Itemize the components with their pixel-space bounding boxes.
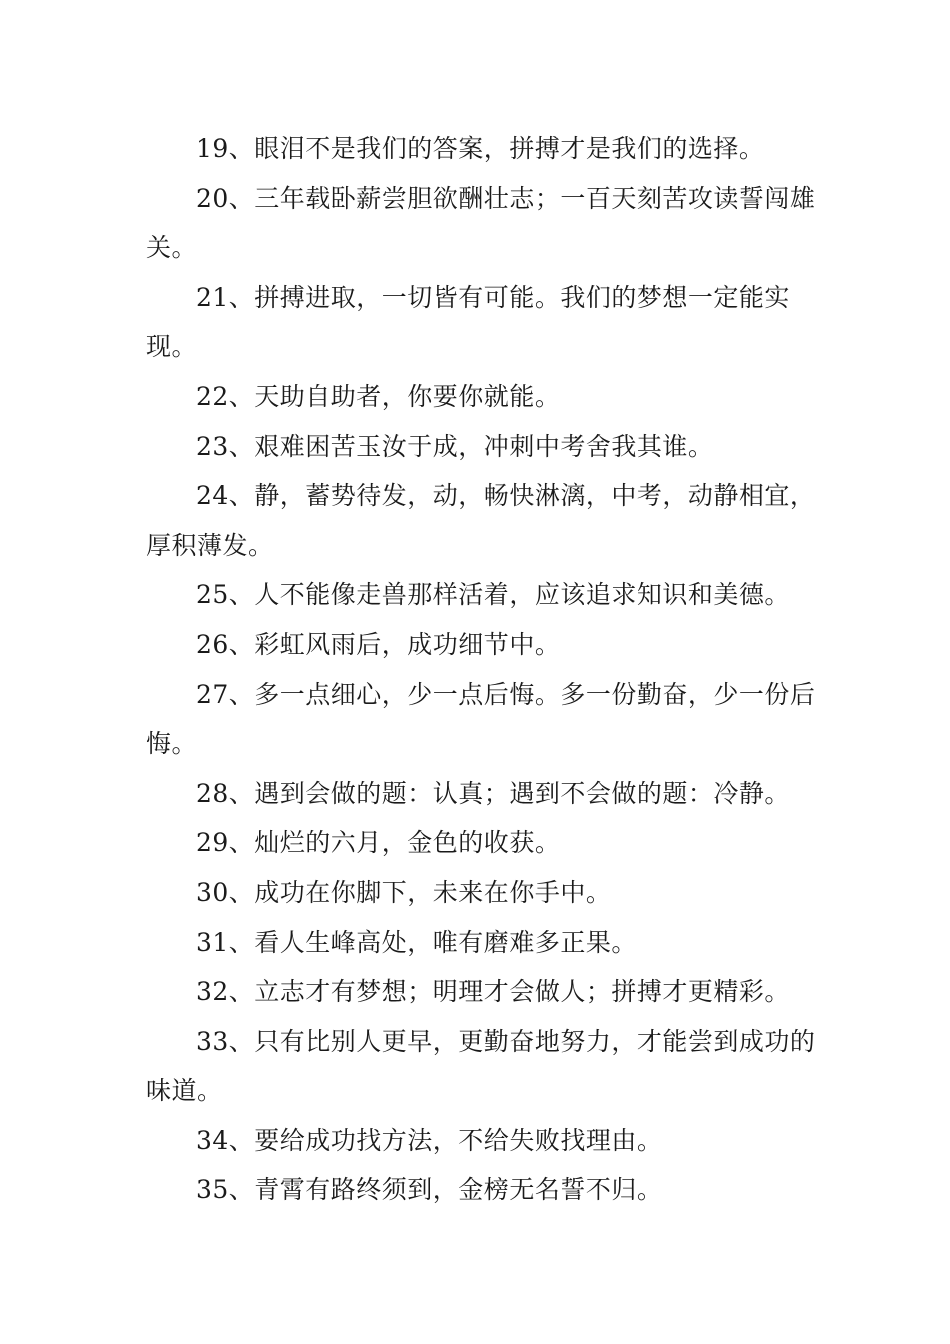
list-item: 34、要给成功找方法，不给失败找理由。	[196, 1125, 663, 1155]
list-item: 31、看人生峰高处，唯有磨难多正果。	[196, 927, 637, 957]
list-item: 21、拼搏进取，一切皆有可能。我们的梦想一定能实现。	[146, 282, 790, 362]
list-item: 19、眼泪不是我们的答案，拼搏才是我们的选择。	[196, 134, 765, 163]
list-item: 35、青霄有路终须到，金榜无名誓不归。	[196, 1175, 663, 1205]
list-item: 29、灿烂的六月，金色的收获。	[196, 828, 561, 858]
list-item: 27、多一点细心，少一点后悔。多一份勤奋，少一份后悔。	[146, 679, 816, 759]
list-item: 25、人不能像走兽那样活着，应该追求知识和美德。	[196, 580, 790, 610]
list-item: 23、艰难困苦玉汝于成，冲刺中考舍我其谁。	[196, 431, 714, 461]
list-item: 28、遇到会做的题：认真；遇到不会做的题：冷静。	[196, 778, 790, 808]
list-item: 20、三年载卧薪尝胆欲酬壮志；一百天刻苦攻读誓闯雄关。	[146, 183, 816, 263]
list-item: 33、只有比别人更早，更勤奋地努力，才能尝到成功的味道。	[146, 1026, 816, 1106]
list-item: 26、彩虹风雨后，成功细节中。	[196, 629, 561, 659]
list-item: 30、成功在你脚下，未来在你手中。	[196, 877, 612, 907]
document-body	[146, 124, 826, 1215]
list-item: 24、静，蓄势待发，动，畅快淋漓，中考，动静相宜，厚积薄发。	[146, 481, 816, 560]
list-item: 22、天助自助者，你要你就能。	[196, 381, 561, 411]
list-item: 32、立志才有梦想；明理才会做人；拼搏才更精彩。	[196, 977, 790, 1007]
